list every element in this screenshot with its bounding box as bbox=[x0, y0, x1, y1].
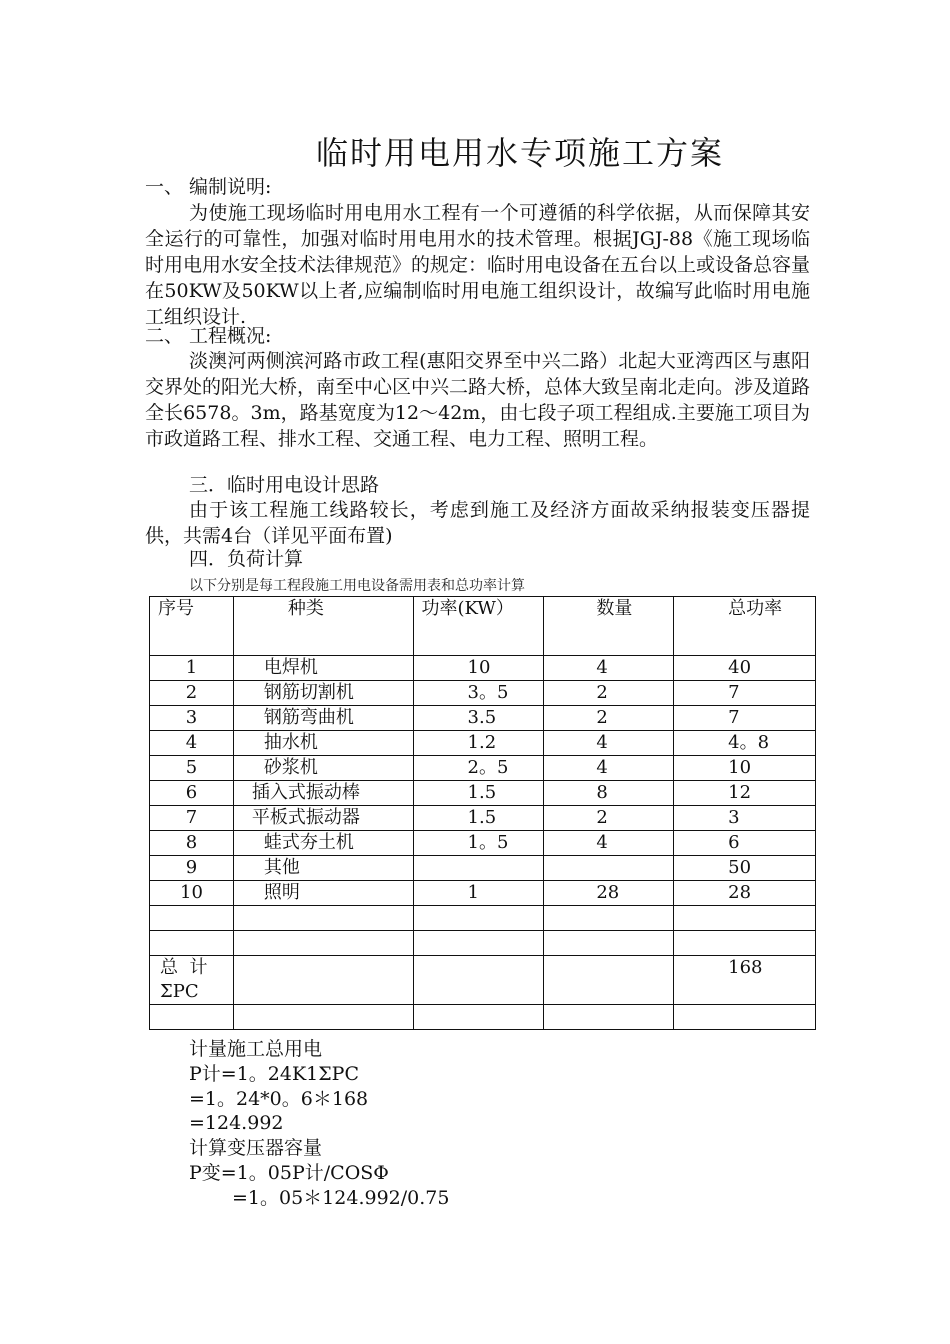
header-total: 总功率 bbox=[674, 597, 816, 656]
table-row-empty bbox=[150, 931, 816, 956]
row-power: 3。5 bbox=[413, 681, 544, 706]
row-kind: 照明 bbox=[233, 881, 413, 906]
table-row-empty bbox=[150, 906, 816, 931]
header-qty: 数量 bbox=[544, 597, 674, 656]
row-total: 12 bbox=[674, 781, 816, 806]
total-value: 168 bbox=[674, 956, 816, 1005]
row-index: 3 bbox=[150, 706, 234, 731]
calc-line6: P变=1。05P计/COSΦ bbox=[189, 1162, 389, 1184]
row-total: 4。8 bbox=[674, 731, 816, 756]
row-kind: 抽水机 bbox=[233, 731, 413, 756]
table-row bbox=[150, 731, 816, 756]
row-power: 1 bbox=[413, 881, 544, 906]
row-kind: 钢筋弯曲机 bbox=[233, 706, 413, 731]
row-qty: 4 bbox=[544, 756, 674, 781]
row-index: 10 bbox=[150, 881, 234, 906]
header-power: 功率(KW） bbox=[413, 597, 544, 656]
row-power: 1.5 bbox=[413, 806, 544, 831]
row-power: 10 bbox=[413, 656, 544, 681]
row-total: 10 bbox=[674, 756, 816, 781]
row-index: 4 bbox=[150, 731, 234, 756]
section4-heading: 四．负荷计算 bbox=[189, 548, 304, 570]
section3-body: 由于该工程施工线路较长，考虑到施工及经济方面故采纳报装变压器提供，共需4台（详见平面布置) bbox=[145, 499, 810, 547]
total-label-sigma: ΣPC bbox=[160, 981, 199, 1002]
calc-line2: P计=1。24K1ΣPC bbox=[189, 1063, 360, 1085]
row-kind: 插入式振动棒 bbox=[233, 781, 413, 806]
header-kind: 种类 bbox=[233, 597, 413, 656]
row-index: 1 bbox=[150, 656, 234, 681]
row-power: 3.5 bbox=[413, 706, 544, 731]
row-power: 1.2 bbox=[413, 731, 544, 756]
row-kind: 钢筋切割机 bbox=[233, 681, 413, 706]
table-row bbox=[150, 881, 816, 906]
section1-body: 为使施工现场临时用电用水工程有一个可遵循的科学依据，从而保障其安全运行的可靠性，加强对临时用电用水的技术管理。根据JGJ-88《施工现场临时用电用水安全技术法律规范》的规定：临时用电设备在五台以上或设备总容量在50KW及50KW以上者,应编制临时用电施工组织设计，故编写此临时用电施工组织设计. bbox=[145, 202, 811, 328]
row-index: 6 bbox=[150, 781, 234, 806]
table-row bbox=[150, 856, 816, 881]
row-kind: 平板式振动器 bbox=[233, 806, 413, 831]
row-qty: 2 bbox=[544, 806, 674, 831]
row-qty: 2 bbox=[544, 706, 674, 731]
row-kind: 砂浆机 bbox=[233, 756, 413, 781]
row-index: 9 bbox=[150, 856, 234, 881]
table-row bbox=[150, 681, 816, 706]
row-qty bbox=[544, 856, 674, 881]
row-power: 2。5 bbox=[413, 756, 544, 781]
row-total: 7 bbox=[674, 681, 816, 706]
row-total: 6 bbox=[674, 831, 816, 856]
row-kind: 蛙式夯土机 bbox=[233, 831, 413, 856]
load-table bbox=[149, 596, 816, 1030]
page-title: 临时用电用水专项施工方案 bbox=[315, 134, 724, 172]
calc-line4: =124.992 bbox=[189, 1112, 284, 1134]
row-total: 3 bbox=[674, 806, 816, 831]
table-total-row bbox=[150, 956, 816, 1005]
row-total: 40 bbox=[674, 656, 816, 681]
table-header-row bbox=[150, 597, 816, 656]
table-row bbox=[150, 806, 816, 831]
row-kind: 其他 bbox=[233, 856, 413, 881]
row-total: 50 bbox=[674, 856, 816, 881]
row-power: 1。5 bbox=[413, 831, 544, 856]
row-power bbox=[413, 856, 544, 881]
row-qty: 8 bbox=[544, 781, 674, 806]
table-row bbox=[150, 781, 816, 806]
section2-body: 淡澳河两侧滨河路市政工程(惠阳交界至中兴二路）北起大亚湾西区与惠阳交界处的阳光大桥，南至中心区中兴二路大桥，总体大致呈南北走向。涉及道路全长6578。3m，路基宽度为12～42m，由七段子项工程组成.主要施工项目为市政道路工程、排水工程、交通工程、电力工程、照明工程。 bbox=[145, 350, 811, 450]
section1-heading: 一、 编制说明: bbox=[145, 176, 272, 198]
row-qty: 4 bbox=[544, 731, 674, 756]
row-index: 7 bbox=[150, 806, 234, 831]
section3-heading: 三．临时用电设计思路 bbox=[189, 474, 380, 496]
row-qty: 4 bbox=[544, 656, 674, 681]
calc-line5: 计算变压器容量 bbox=[189, 1137, 323, 1159]
table-caption: 以下分别是每工程段施工用电设备需用表和总功率计算 bbox=[189, 578, 525, 594]
row-qty: 28 bbox=[544, 881, 674, 906]
table-row bbox=[150, 706, 816, 731]
row-power: 1.5 bbox=[413, 781, 544, 806]
table-row-empty bbox=[150, 1005, 816, 1030]
table-row bbox=[150, 831, 816, 856]
row-index: 2 bbox=[150, 681, 234, 706]
row-index: 5 bbox=[150, 756, 234, 781]
row-kind: 电焊机 bbox=[233, 656, 413, 681]
table-row bbox=[150, 756, 816, 781]
section2-heading: 二、 工程概况: bbox=[145, 325, 272, 347]
total-label: 总 计 bbox=[160, 957, 208, 978]
row-index: 8 bbox=[150, 831, 234, 856]
table-row bbox=[150, 656, 816, 681]
header-index: 序号 bbox=[150, 597, 234, 656]
row-total: 7 bbox=[674, 706, 816, 731]
calc-line7: =1。05＊124.992/0.75 bbox=[232, 1187, 450, 1209]
calc-line1: 计量施工总用电 bbox=[189, 1038, 323, 1060]
row-qty: 4 bbox=[544, 831, 674, 856]
calc-line3: =1。24*0。6＊168 bbox=[189, 1088, 369, 1110]
row-total: 28 bbox=[674, 881, 816, 906]
row-qty: 2 bbox=[544, 681, 674, 706]
